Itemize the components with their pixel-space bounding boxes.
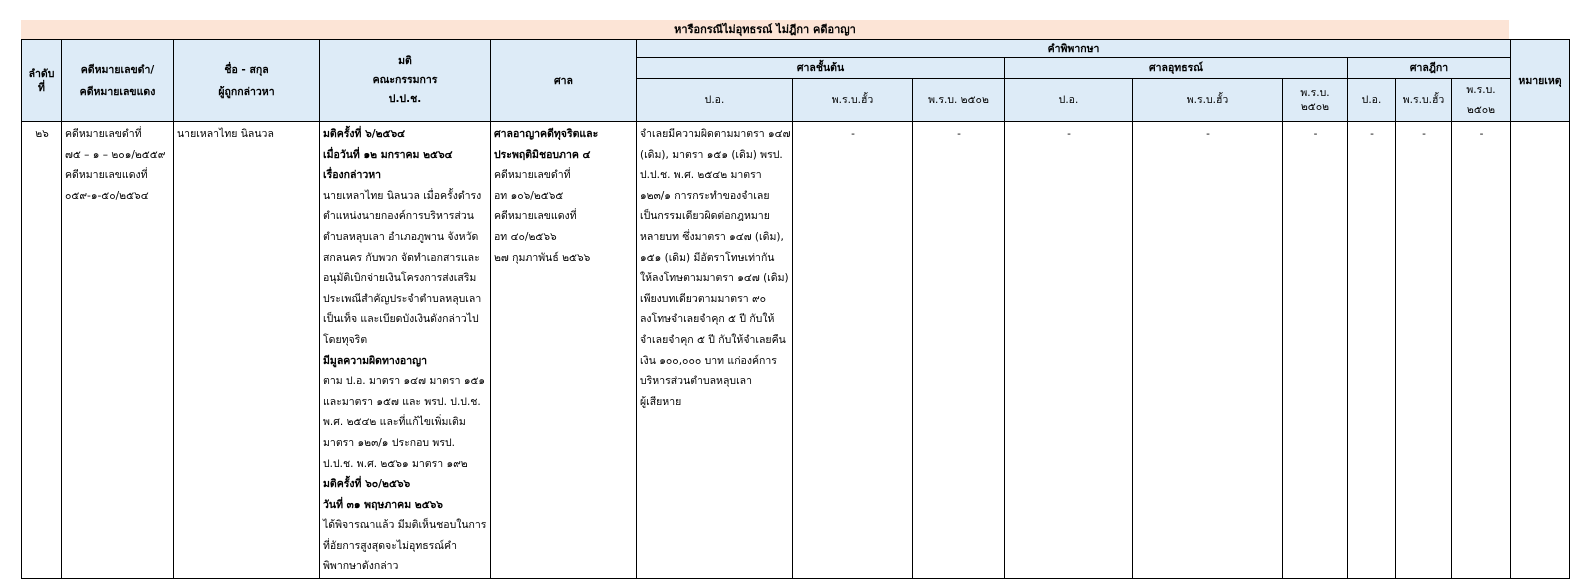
judgment-line: จำเลยมีความผิดตามมาตรา ๑๔๗ [640,128,791,140]
header-first-act-2502: พ.ร.บ. ๒๕๐๒ [913,79,1005,122]
court-line: อท ๑๐๖/๒๕๖๕ [494,189,564,202]
cell-appeal-act-2502: - [1283,122,1348,579]
cell-supreme-act-2502: - [1452,122,1511,579]
case-table [21,39,1570,579]
cell-first-act-2502: - [913,122,1005,579]
judgment-line: เงิน ๑๐๐,๐๐๐ บาท แก่องค์การ [640,354,777,367]
header-appeal-act-old: พ.ร.บ.ฮั้ว [1133,79,1283,122]
cell-nacc-resolution [320,122,491,579]
resolution-line: เป็นเท็จ และเบียดบังเงินดังกล่าวไป [323,313,479,326]
header-appeal-po: ป.อ. [1005,79,1133,122]
judgment-line: ลงโทษจำเลยจำคุก ๕ ปี กับให้ [640,313,775,326]
court-line: ประพฤติมิชอบภาค ๔ [494,148,591,161]
cell-accused-name: นายเหลาไทย นิลนวล [174,122,320,579]
table-header [22,40,1570,122]
judgment-line: ผู้เสียหาย [640,395,682,408]
resolution-line: มาตรา ๑๒๓/๑ ประกอบ พรป. [323,436,455,449]
judgment-line: เพียงบทเดียวตามมาตรา ๙๐ [640,292,767,305]
resolution-line: ประเพณีสำคัญประจำตำบลหลุบเลา [323,292,482,305]
judgment-line: (เดิม), มาตรา ๑๕๑ (เดิม) พรป. [640,148,783,161]
resolution-line: มีมูลความผิดทางอาญา [323,354,427,367]
header-first-act-old: พ.ร.บ.ฮั้ว [793,79,913,122]
resolution-line: และมาตรา ๑๕๗ และ พรป. ป.ป.ช. [323,395,481,408]
header-nacc-resolution: มติ คณะกรรมการ ป.ป.ช. [320,40,491,122]
judgment-table-sheet [21,20,1562,579]
judgment-line: หลายบท ซึ่งมาตรา ๑๔๗ (เดิม), [640,230,784,243]
court-line: ศาลอาญาคดีทุจริตและ [494,128,599,140]
judgment-line: เป็นกรรมเดียวผิดต่อกฎหมาย [640,210,770,223]
resolution-line: วันที่ ๓๑ พฤษภาคม ๒๕๖๖ [323,498,443,511]
resolution-line: สกลนคร กับพวก จัดทำเอกสารและ [323,251,480,264]
header-judgment: คำพิพากษา [637,40,1511,58]
resolution-line: ที่อัยการสูงสุดจะไม่อุทธรณ์คำ [323,539,457,552]
court-line: อท ๔๐/๒๕๖๖ [494,230,557,243]
sheet-title-banner: หารือกรณีไม่อุทธรณ์ ไม่ฎีกา คดีอาญา [21,20,1509,39]
cell-first-act-old: - [793,122,913,579]
table-row [22,122,1570,579]
resolution-line: พ.ศ. ๒๕๔๒ และที่แก้ไขเพิ่มเติม [323,416,466,429]
judgment-line: ให้ลงโทษตามมาตรา ๑๔๗ (เดิม) [640,272,789,285]
header-supreme-act-2502: พ.ร.บ. ๒๕๐๒ [1452,79,1511,122]
header-first-po: ป.อ. [637,79,793,122]
resolution-line: ตำบลหลุบเลา อำเภอภูพาน จังหวัด [323,230,479,243]
resolution-line: ได้พิจารณาแล้ว มีมติเห็นชอบในการ [323,519,487,532]
resolution-line: ป.ป.ช. พ.ศ. ๒๕๖๑ มาตรา ๑๙๒ [323,457,468,470]
header-first-instance: ศาลชั้นต้น [637,58,1005,79]
court-line: คดีหมายเลขดำที่ [494,169,571,182]
header-supreme-court: ศาลฎีกา [1348,58,1511,79]
cell-seq: ๒๖ [22,122,62,579]
header-appeal-court: ศาลอุทธรณ์ [1005,58,1348,79]
cell-first-po [637,122,793,579]
resolution-line: เรื่องกล่าวหา [323,169,382,182]
header-supreme-po: ป.อ. [1348,79,1396,122]
judgment-line: ๑๒๓/๑ การกระทำของจำเลย [640,189,770,202]
resolution-line: มติครั้งที่ ๖/๒๕๖๔ [323,128,406,140]
header-remark: หมายเหตุ [1511,40,1570,122]
judgment-line: ๑๕๑ (เดิม) มีอัตราโทษเท่ากัน [640,251,775,264]
header-case-number: คดีหมายเลขดำ/ คดีหมายเลขแดง [62,40,174,122]
resolution-line: ตำแหน่งนายกองค์การบริหารส่วน [323,210,474,223]
judgment-line: จำเลยจำคุก ๕ ปี กับให้จำเลยคืน [640,333,786,346]
judgment-line: ป.ป.ช. พ.ศ. ๒๕๔๒ มาตรา [640,169,762,182]
cell-appeal-act-old: - [1133,122,1283,579]
header-seq: ลำดับ ที่ [22,40,62,122]
court-line: ๒๗ กุมภาพันธ์ ๒๕๖๖ [494,251,591,264]
resolution-line: นายเหลาไทย นิลนวล เมื่อครั้งดำรง [323,189,482,202]
resolution-line: อนุมัติเบิกจ่ายเงินโครงการส่งเสริม [323,272,477,285]
resolution-line: โดยทุจริต [323,333,368,346]
resolution-line: มติครั้งที่ ๖๐/๒๕๖๖ [323,478,411,491]
header-accused-name: ชื่อ - สกุล ผู้ถูกกล่าวหา [174,40,320,122]
cell-supreme-act-old: - [1396,122,1452,579]
resolution-line: เมื่อวันที่ ๑๒ มกราคม ๒๕๖๔ [323,148,453,161]
cell-supreme-po: - [1348,122,1396,579]
header-appeal-act-2502: พ.ร.บ. ๒๕๐๒ [1283,79,1348,122]
court-line: คดีหมายเลขแดงที่ [494,210,577,223]
cell-remark [1511,122,1570,579]
cell-court [491,122,637,579]
judgment-line: บริหารส่วนตำบลหลุบเลา [640,375,752,388]
cell-case-number: คดีหมายเลขดำที่ ๗๕ – ๑ – ๒๐๑/๒๕๕๙ คดีหมายเลขแดงที่ ๐๕๙-๑-๕๐/๒๕๖๔ [62,122,174,579]
cell-appeal-po: - [1005,122,1133,579]
header-supreme-act-old: พ.ร.บ.ฮั้ว [1396,79,1452,122]
resolution-line: ตาม ป.อ. มาตรา ๑๔๗ มาตรา ๑๕๑ [323,375,486,388]
resolution-line: พิพากษาดังกล่าว [323,560,399,573]
header-court: ศาล [491,40,637,122]
